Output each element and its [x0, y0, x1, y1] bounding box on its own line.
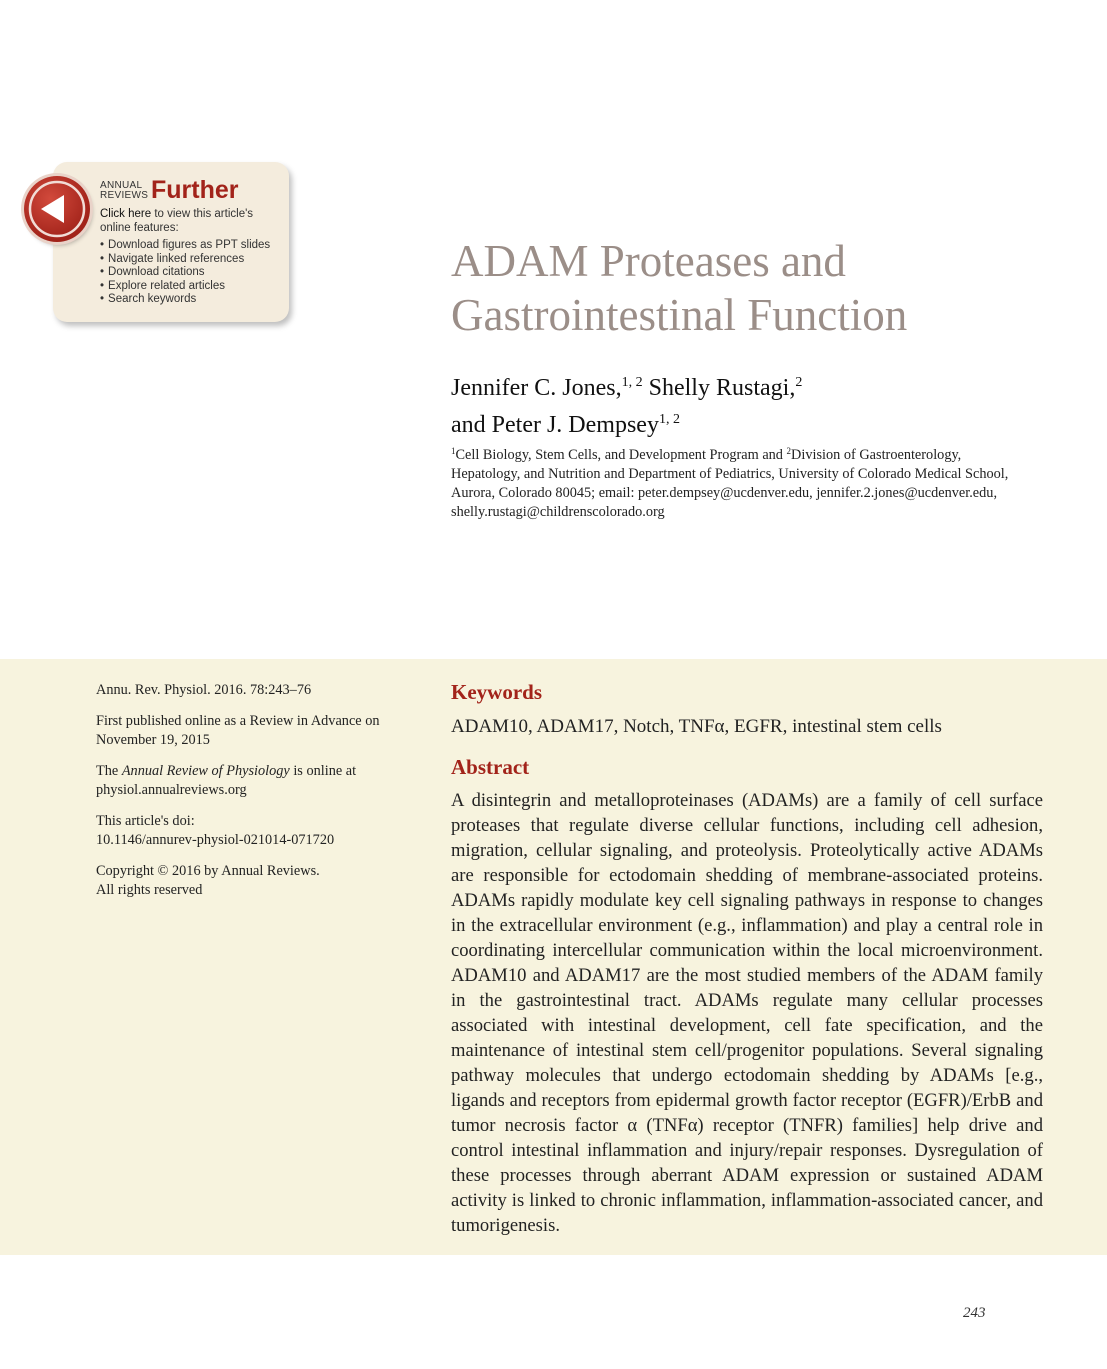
feature-item[interactable]: • Navigate linked references	[100, 253, 282, 267]
online-pre: The	[96, 763, 122, 779]
feature-item[interactable]: • Download citations	[100, 266, 282, 280]
logo-annual: ANNUAL	[100, 180, 143, 191]
doi[interactable]: 10.1146/annurev-physiol-021014-071720	[96, 832, 335, 848]
affil-marker-1: 1	[451, 446, 456, 456]
first-published: First published online as a Review in Advance on November 19, 2015	[96, 713, 380, 748]
article-info-sidebar	[96, 681, 416, 912]
doi-label: This article's doi:	[96, 813, 195, 829]
further-intro: to view this article's online features:	[100, 208, 254, 234]
title-line-2: Gastrointestinal Function	[451, 290, 908, 340]
logo-further: Further	[151, 176, 239, 204]
click-here-link[interactable]: Click here	[100, 208, 152, 220]
online-post: is online at physiol.annualreviews.org	[96, 763, 357, 798]
keywords-heading: Keywords	[451, 680, 542, 704]
affil-text-2: Division of Gastroenterology, Hepatology, and Nutrition and Department of Pediatrics, University of Colorado Medical School, Aurora, Colorado 80045; email: peter.dempsey@ucdenver.edu, jennifer.2.jones@ucdenver.edu, shelly.rustagi@childrenscolorado.org	[451, 447, 1009, 520]
page-number: 243	[963, 1305, 986, 1321]
keywords-text: ADAM10, ADAM17, Notch, TNFα, EGFR, intestinal stem cells	[451, 716, 942, 737]
title-line-1: ADAM Proteases and	[451, 236, 846, 286]
copyright-block	[96, 862, 416, 900]
further-features	[100, 208, 282, 307]
feature-item[interactable]: • Download figures as PPT slides	[100, 239, 282, 253]
author-jones: Jennifer C. Jones,	[451, 375, 622, 401]
affiliations	[451, 442, 1021, 522]
copyright: Copyright © 2016 by Annual Reviews.	[96, 863, 320, 879]
author-rustagi: Shelly Rustagi,	[648, 375, 796, 401]
back-arrow-icon[interactable]	[24, 176, 90, 242]
author-dempsey-affil: 1, 2	[658, 412, 680, 427]
article-title	[451, 234, 1071, 342]
feature-item[interactable]: • Search keywords	[100, 293, 282, 307]
journal-name: Annual Review of Physiology	[121, 763, 290, 779]
logo-reviews: REVIEWS	[100, 190, 149, 201]
author-jones-affil: 1, 2	[621, 375, 643, 390]
author-list	[451, 367, 1011, 441]
rights: All rights reserved	[96, 882, 203, 898]
annual-reviews-further-logo	[100, 176, 239, 204]
citation: Annu. Rev. Physiol. 2016. 78:243–76	[96, 682, 312, 698]
author-dempsey: and Peter J. Dempsey	[451, 412, 659, 438]
further-feature-list	[100, 239, 282, 307]
feature-item[interactable]: • Explore related articles	[100, 280, 282, 294]
online-info	[96, 762, 416, 800]
affil-text-1: Cell Biology, Stem Cells, and Development Program and	[455, 447, 787, 463]
doi-block	[96, 812, 416, 850]
abstract-heading: Abstract	[451, 755, 530, 779]
affil-marker-2: 2	[786, 446, 792, 456]
author-rustagi-affil: 2	[795, 375, 803, 390]
abstract-text: A disintegrin and metalloproteinases (ADAMs) are a family of cell surface proteases that regulate diverse cellular functions, including cell adhesion, migration, cellular signaling, and proteolysis. Proteolytically active ADAMs are responsible for ectodomain shedding of membrane-associated proteins. ADAMs rapidly modulate key cell signaling pathways in response to changes in the extracellular environment (e.g., inflammation) and play a central role in coordinating intercellular communication within the local microenvironment. ADAM10 and ADAM17 are the most studied members of the ADAM family in the gastrointestinal tract. ADAMs regulate many cellular processes associated with intestinal development, cell fate specification, and the maintenance of intestinal stem cell/progenitor populations. Several signaling pathway molecules that undergo ectodomain shedding by ADAMs [e.g., ligands and receptors from epidermal growth factor receptor (EGFR)/ErbB and tumor necrosis factor α (TNFα) receptor (TNFR) families] help drive and control intestinal inflammation and injury/repair responses. Dysregulation of these processes through aberrant ADAM expression or sustained ADAM activity is linked to chronic inflammation, inflammation-associated cancer, and tumorigenesis.	[451, 790, 1043, 1236]
